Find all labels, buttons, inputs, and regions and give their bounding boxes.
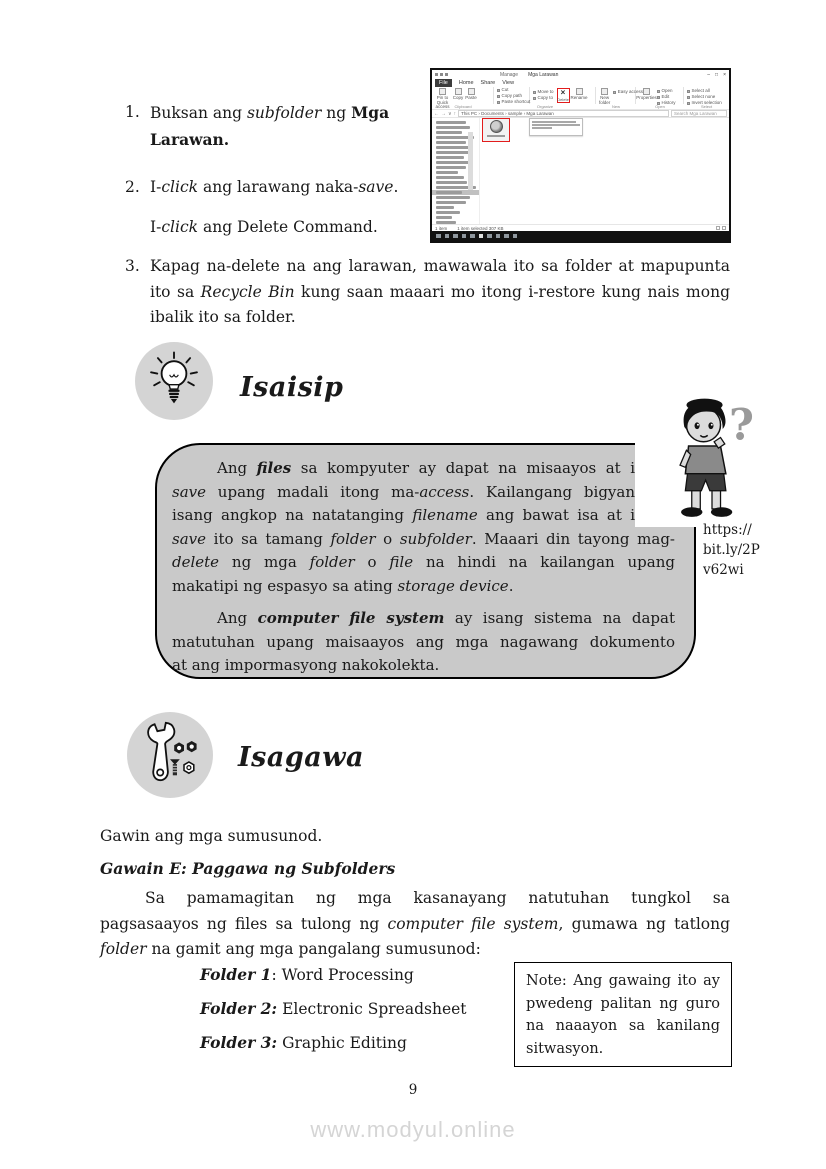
note-line-4: sitwasyon. <box>526 1040 604 1057</box>
tooltip-text-blur <box>532 121 576 123</box>
thinking-boy-illustration <box>635 393 763 527</box>
list-number-3: 3. <box>125 257 140 275</box>
tree-item-label-blur <box>436 131 462 134</box>
link-line-3: v62wi <box>703 562 744 578</box>
select-none-button[interactable]: Select none <box>687 95 722 100</box>
quick-access-toolbar-icons[interactable] <box>435 73 448 76</box>
folder-item-3: Folder 3: Graphic Editing <box>200 1033 407 1052</box>
explorer-titlebar <box>432 70 729 79</box>
minimize-icon[interactable]: – <box>707 71 711 78</box>
isagawa-section-title: Isagawa <box>238 742 364 773</box>
recent-dropdown-icon[interactable]: ∨ <box>448 110 452 117</box>
step-1-line-1: Buksan ang subfolder ng Mga <box>150 103 390 122</box>
gawain-para-line1: Sa pamamagitan ng mga kasanayang natutuhan tungkol sa <box>145 889 730 907</box>
select-all-button[interactable]: Select all <box>687 89 722 94</box>
move-to-icon <box>533 91 536 94</box>
ribbon-group-new <box>596 87 644 105</box>
status-selection: 1 item selected 307 KB <box>457 225 504 231</box>
ribbon-group-organize <box>530 87 596 104</box>
paste-shortcut-button[interactable]: Paste shortcut <box>497 100 530 105</box>
tree-item-label-blur <box>436 176 464 179</box>
select-none-icon <box>687 96 690 99</box>
paste-button[interactable] <box>466 88 476 101</box>
copy-to-icon <box>533 97 536 100</box>
new-folder-label: New folder <box>599 95 611 105</box>
status-item-count: 1 item <box>435 225 448 231</box>
tree-item-label-blur <box>436 181 467 184</box>
history-button[interactable]: History <box>657 101 676 106</box>
breadcrumb[interactable]: This PC › Documents › sample › Mga Larawan <box>458 110 669 117</box>
gawain-para-line2: pagsasaayos ng files sa tulong ng computer file system, gumawa ng tatlong <box>100 914 730 933</box>
tree-item-label-blur <box>436 211 460 214</box>
box-p1-line5: delete ng mga folder o file na hindi na kailangan upang <box>172 553 675 571</box>
list-number-1: 1. <box>125 103 140 121</box>
ribbon-group-open <box>636 87 684 104</box>
step-3-line-1: Kapag na-delete na ang larawan, mawawala ito sa folder at mapupunta <box>150 257 730 275</box>
tab-view[interactable]: View <box>502 80 515 86</box>
box-p1-line3: isang angkop na natatanging filename ang bawat isa at i <box>172 506 635 524</box>
tree-item-label-blur <box>436 216 452 219</box>
paste-icon <box>468 88 475 95</box>
new-folder-button[interactable] <box>599 88 610 105</box>
tree-item-label-blur <box>436 126 470 129</box>
address-bar <box>432 109 729 118</box>
gawin-intro: Gawin ang mga sumusunod. <box>100 827 323 845</box>
properties-button[interactable] <box>636 88 657 101</box>
explorer-body <box>432 118 729 224</box>
gawain-paragraph <box>100 886 730 963</box>
tab-file[interactable]: File <box>435 79 452 87</box>
teacher-note-box <box>514 962 732 1067</box>
file-list-pane <box>480 118 729 224</box>
link-line-1: https:// <box>703 522 752 538</box>
box-p1-line2: save upang madali itong ma-access. Kailangang bigyan <box>172 482 635 501</box>
tree-item-label-blur <box>436 161 472 164</box>
step-3-line-2: ito sa Recycle Bin kung saan maaari mo itong i-restore kung nais mong <box>150 282 730 301</box>
tree-item-label-blur <box>436 146 472 149</box>
watermark: www.modyul.online <box>310 1117 516 1142</box>
delete-button-highlight[interactable] <box>557 88 570 103</box>
status-bar <box>432 224 729 231</box>
step-item-2a: I-click ang larawang naka-save. <box>150 178 399 196</box>
delete-label: Delete <box>557 97 569 102</box>
tooltip-text-blur <box>532 127 552 129</box>
ribbon-group-clipboard-small <box>494 87 530 104</box>
tooltip-popup <box>529 118 583 136</box>
tree-item-label-blur <box>436 171 458 174</box>
cut-button[interactable]: Cut <box>497 88 530 93</box>
group-label-open: Open <box>655 104 665 109</box>
tree-item-label-blur <box>436 206 454 209</box>
copy-icon <box>455 88 462 95</box>
close-icon[interactable]: × <box>723 71 726 78</box>
open-icon <box>657 90 660 93</box>
taskbar-app-icon[interactable] <box>487 234 492 239</box>
taskbar-app-icon[interactable] <box>496 234 501 239</box>
group-label-select: Select <box>700 104 713 109</box>
step-item-3 <box>150 254 730 331</box>
tree-item-label-blur <box>436 201 466 204</box>
taskbar-app-icon[interactable] <box>445 234 450 239</box>
tree-item-label-blur <box>436 151 469 154</box>
ribbon-group-select <box>684 87 729 104</box>
box-p1-line4: save ito sa tamang folder o subfolder. Maaari din tayong mag- <box>172 529 675 548</box>
paste-label: Paste <box>465 95 477 100</box>
cut-icon <box>497 89 500 92</box>
properties-label: Properties <box>636 95 657 100</box>
explorer-context-tab-title: Manage <box>500 71 519 78</box>
box-p1-line6: makatipi ng espasyo sa ating storage device. <box>172 576 514 595</box>
copy-label: Copy <box>452 95 464 100</box>
easy-access-icon <box>613 91 616 94</box>
step-3-line-3: ibalik ito sa folder. <box>150 308 296 326</box>
explorer-window-title: Mga Larawan <box>528 71 559 78</box>
windows-taskbar <box>432 231 729 241</box>
folder-list <box>200 962 467 1064</box>
wrench-tools-icon <box>135 720 205 790</box>
open-button[interactable]: Open <box>657 89 676 94</box>
navigation-pane <box>432 118 480 224</box>
box-p2-line1: Ang computer file system ay isang sistema na dapat <box>217 609 675 627</box>
up-icon[interactable]: ↑ <box>453 110 457 117</box>
properties-icon <box>643 88 650 95</box>
copy-path-button[interactable]: Copy path <box>497 94 530 99</box>
select-all-icon <box>687 90 690 93</box>
page-number: 9 <box>408 1082 418 1098</box>
image-filename-blur <box>487 135 505 137</box>
pin-icon <box>439 88 446 95</box>
group-label-clipboard: Clipboard <box>454 104 472 109</box>
maximize-icon[interactable]: □ <box>715 71 719 78</box>
move-to-button[interactable]: Move to <box>533 90 554 95</box>
tree-item-label-blur <box>436 121 466 124</box>
taskbar-app-icon[interactable] <box>479 234 484 239</box>
tree-item-label-blur <box>436 191 462 194</box>
isagawa-section-icon <box>127 712 213 798</box>
isaisip-section-icon <box>135 342 213 420</box>
box-p1-line1: Ang files sa kompyuter ay dapat na misaayos at i <box>217 459 635 477</box>
ribbon-tabs <box>432 79 729 87</box>
note-line-2: pwedeng palitan ng guro <box>526 995 720 1012</box>
image-thumbnail[interactable] <box>490 120 503 133</box>
selected-image-highlight[interactable] <box>482 118 510 142</box>
tree-item-label-blur <box>436 141 466 144</box>
tab-share[interactable]: Share <box>480 80 496 86</box>
delete-icon[interactable]: × <box>560 88 566 97</box>
step-item-2b: I-click ang Delete Command. <box>150 218 378 236</box>
group-label-organize: Organize <box>536 104 554 109</box>
pin-label: Pin to Quick access <box>435 95 450 109</box>
thinking-boy-icon <box>653 397 771 527</box>
back-icon[interactable]: ← <box>434 110 439 117</box>
tab-home[interactable]: Home <box>458 80 474 86</box>
gawain-heading: Gawain E: Paggawa ng Subfolders <box>100 859 396 878</box>
taskbar-app-icon[interactable] <box>436 234 441 239</box>
step-1-line-2: Larawan. <box>150 129 230 149</box>
video-link[interactable] <box>703 520 783 580</box>
copy-to-button[interactable]: Copy to <box>533 96 554 101</box>
note-line-1: Note: Ang gawaing ito ay <box>526 973 720 989</box>
taskbar-app-icon[interactable] <box>453 234 458 239</box>
box-p2-line2: matutuhan upang maisaayos ang mga nagawang dokumento <box>172 632 675 651</box>
step-item-1 <box>150 100 440 153</box>
rename-button[interactable] <box>570 88 588 101</box>
taskbar-app-icon[interactable] <box>504 234 509 239</box>
box-p2-line3: at ang impormasyong nakokolekta. <box>172 656 440 674</box>
tooltip-text-blur <box>532 124 580 126</box>
taskbar-app-icon[interactable] <box>470 234 475 239</box>
forward-icon[interactable]: → <box>441 110 446 117</box>
tree-item-label-blur <box>436 166 466 169</box>
tree-item-label-blur <box>436 156 464 159</box>
thumbnails-view-icon[interactable] <box>722 226 726 230</box>
taskbar-app-icon[interactable] <box>513 234 518 239</box>
taskbar-app-icon[interactable] <box>462 234 467 239</box>
folder-item-2: Folder 2: Electronic Spreadsheet <box>200 999 467 1018</box>
rename-icon <box>576 88 583 95</box>
edit-icon <box>657 96 660 99</box>
tree-scrollbar[interactable] <box>468 132 473 190</box>
list-number-2: 2. <box>125 178 140 196</box>
copy-button[interactable] <box>453 88 463 101</box>
tree-item-label-blur <box>436 196 470 199</box>
question-mark-icon: ? <box>729 400 755 451</box>
details-view-icon[interactable] <box>716 226 720 230</box>
lightbulb-icon <box>143 350 205 412</box>
copy-path-icon <box>497 95 500 98</box>
gawain-para-line3: folder na gamit ang mga pangalang sumusunod: <box>100 940 481 958</box>
group-label-new: New <box>611 104 620 109</box>
new-folder-icon <box>601 88 608 95</box>
search-input[interactable]: Search Mga Larawan <box>671 110 727 117</box>
edit-button[interactable]: Edit <box>657 95 676 100</box>
easy-access-button[interactable]: Easy access <box>613 90 643 95</box>
rename-label: Rename <box>570 95 588 100</box>
isaisip-section-title: Isaisip <box>240 372 344 403</box>
isaisip-content-box <box>155 443 696 679</box>
invert-selection-button[interactable]: Invert selection <box>687 101 722 106</box>
file-explorer-screenshot <box>430 68 731 243</box>
link-line-2: bit.ly/2P <box>703 542 760 558</box>
folder-item-1: Folder 1: Word Processing <box>200 965 414 984</box>
note-line-3: na naaayon sa kanilang <box>526 1018 720 1034</box>
